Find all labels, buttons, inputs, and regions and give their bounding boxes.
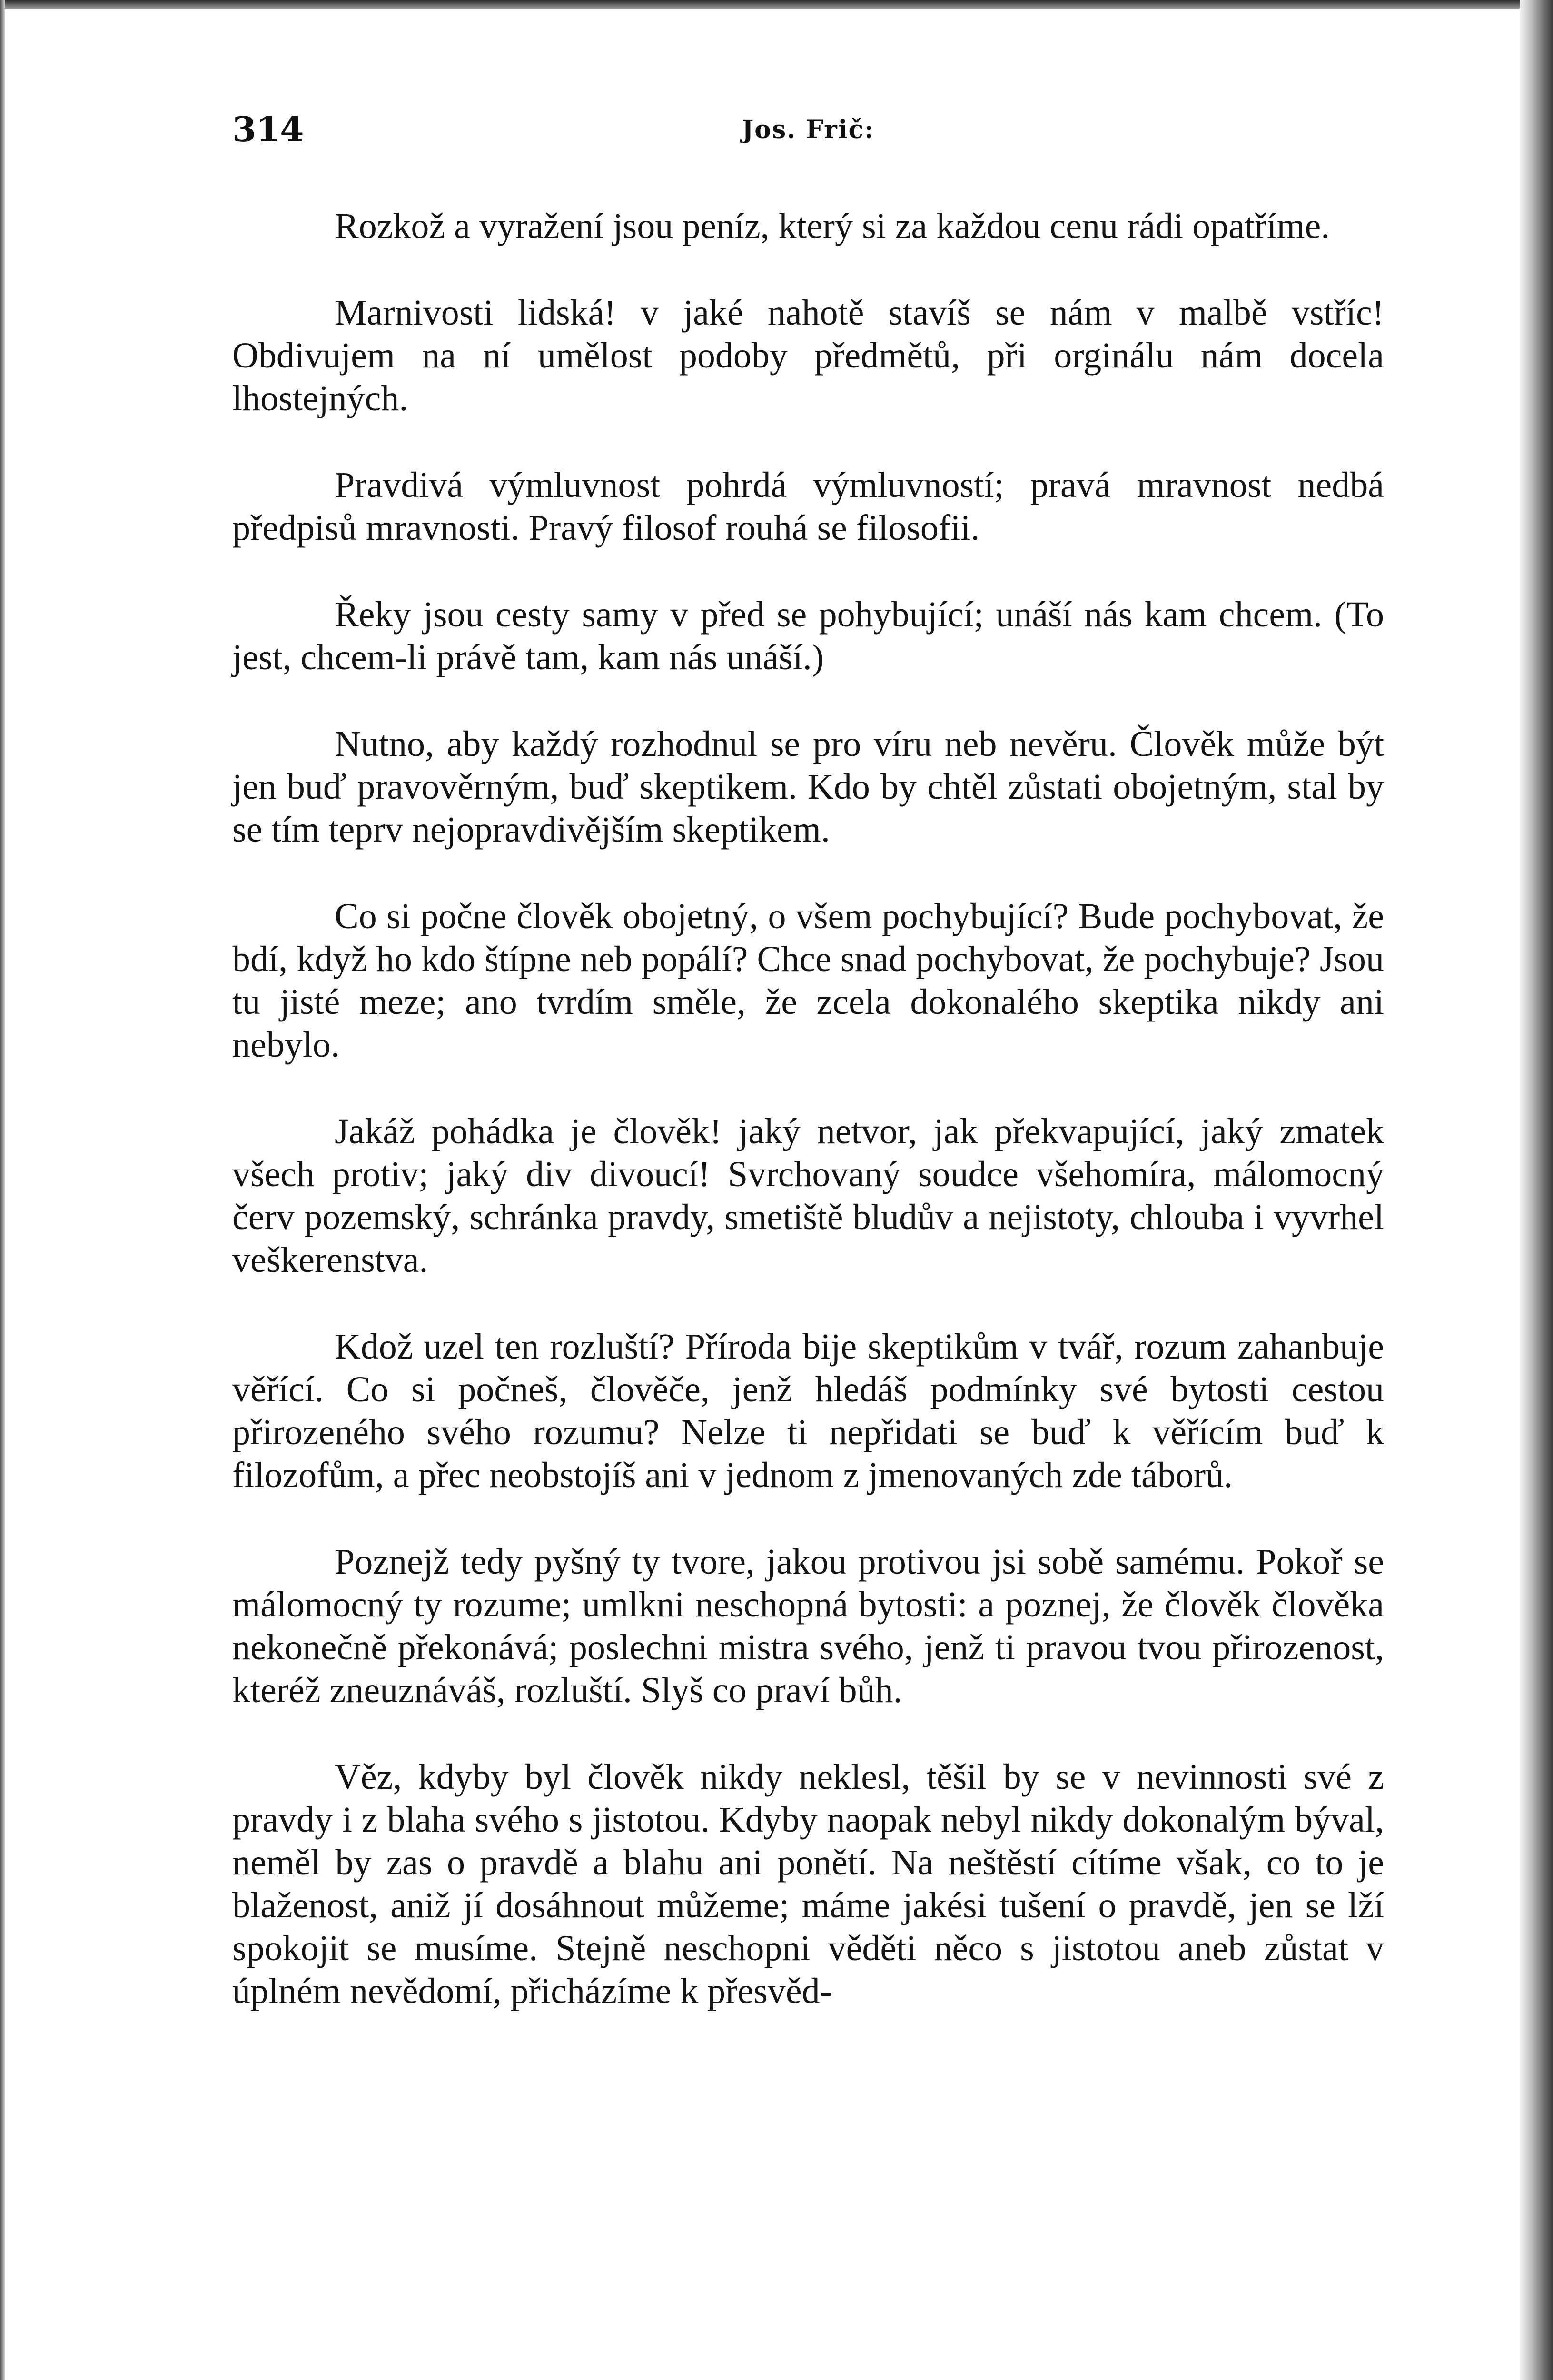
paragraph: Co si počne člověk obojetný, o všem pochybující? Bude pochybovat, že bdí, když ho kdo štípne neb popálí? Chce snad pochybovat, že pochybuje? Jsou tu jisté meze; ano tvrdím směle, že zcela dokonalého skeptika nikdy ani nebylo. [232,896,1384,1065]
scan-edge-right [1520,0,1553,2380]
paragraph: Jakáž pohádka je člověk! jaký netvor, jak překvapující, jaký zmatek všech protiv; jaký div divoucí! Svrchovaný soudce všehomíra, málomocný červ pozemský, schránka pravdy, smetiště bludův a nejistoty, chlouba i vyvrhel veškerenstva. [232,1111,1384,1280]
paragraph: Marnivosti lidská! v jaké nahotě stavíš se nám v malbě vstříc! Obdivujem na ní umělost podoby předmětů, při orginálu nám docela lhostejných. [232,293,1384,418]
paragraph: Věz, kdyby byl člověk nikdy neklesl, těšil by se v nevinnosti své z pravdy i z blaha svého s jistotou. Kdyby naopak nebyl nikdy dokonalým býval, neměl by zas o pravdě a blahu ani ponětí. Na neštěstí cítíme však, co to je blaženost, aniž jí dosáhnout můžeme; máme jakési tušení o pravdě, jen se lží spokojit se musíme. Stejně neschopni věděti něco s jistotou aneb zůstat v úplném nevědomí, přicházíme k přesvěd- [232,1757,1384,2011]
paragraph: Kdož uzel ten rozluští? Příroda bije skeptikům v tvář, rozum zahanbuje věřící. Co si počneš, člověče, jenž hledáš podmínky své bytosti cestou přirozeného svého rozumu? Nelze ti nepřidati se buď k věřícím buď k filozofům, a přec neobstojíš ani v jednom z jmenovaných zde táborů. [232,1327,1384,1495]
body-text [232,205,1384,2013]
paragraph: Poznejž tedy pyšný ty tvore, jakou protivou jsi sobě samému. Pokoř se málomocný ty rozume; umlkni neschopná bytosti: a poznej, že člověk člověka nekonečně překonává; poslechni mistra svého, jenž ti pravou tvou přirozenost, kteréž zneuznáváš, rozluští. Slyš co praví bůh. [232,1542,1384,1710]
paragraph: Nutno, aby každý rozhodnul se pro víru neb nevěru. Člověk může být jen buď pravověrným, buď skeptikem. Kdo by chtěl zůstati obojetným, stal by se tím teprv nejopravdivějším skeptikem. [232,724,1384,850]
page-number: 314 [232,109,304,149]
scan-edge-top [0,0,1553,9]
paragraph: Pravdivá výmluvnost pohrdá výmluvností; pravá mravnost nedbá předpisů mravnosti. Pravý filosof rouhá se filosofii. [232,465,1384,548]
scan-edge-left [0,0,5,2380]
running-title: Jos. Frič: [742,115,875,144]
paragraph: Rozkož a vyražení jsou peníz, který si za každou cenu rádi opatříme. [335,206,1330,246]
paragraph: Řeky jsou cesty samy v před se pohybující; unáší nás kam chcem. (To jest, chcem-li právě tam, kam nás unáší.) [232,595,1384,677]
running-head [232,106,1384,163]
